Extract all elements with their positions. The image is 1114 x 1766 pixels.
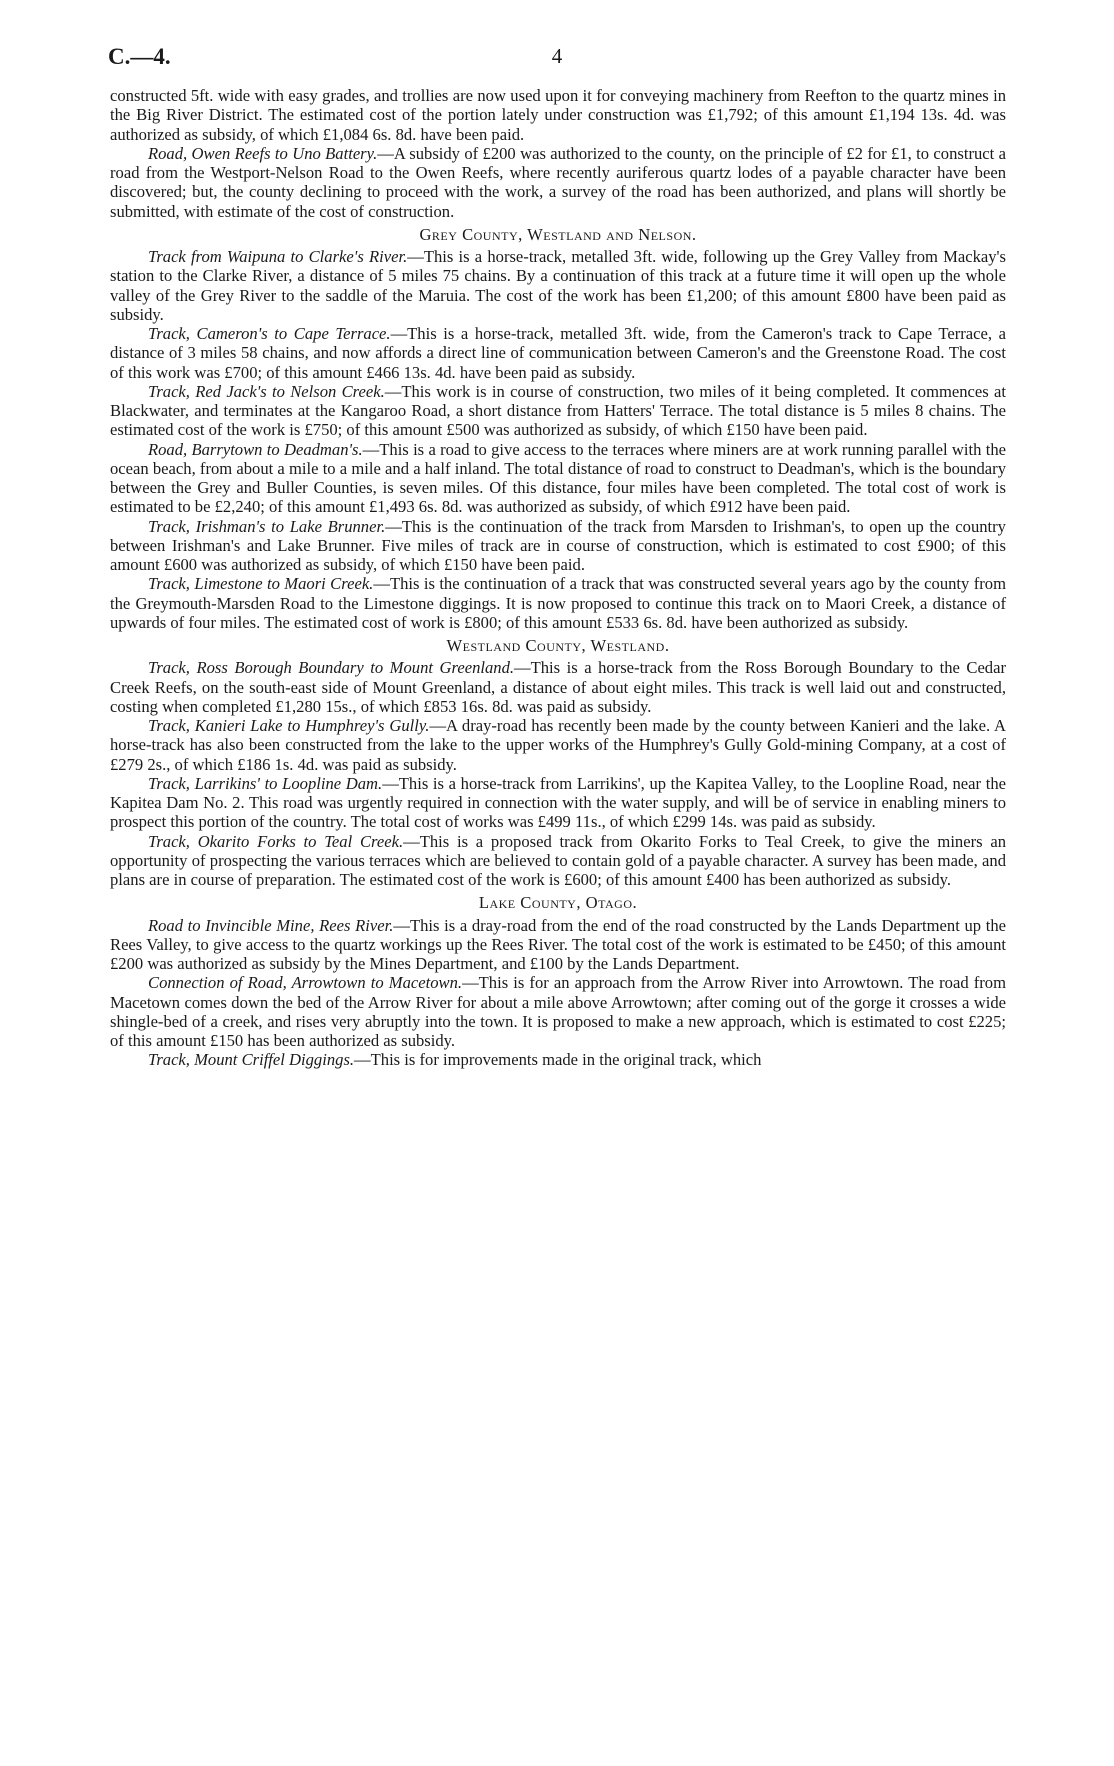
paragraph-text: constructed 5ft. wide with easy grades, and trollies are now used upon it for conveying machinery from Reefton to the quartz mines in the Big River District. The estimated cost of the portion lately under construction was £1,792; of this amount £1,194 13s. 4d. was authorized as subsidy, of which £1,084 6s. 8d. have been paid. — [110, 86, 1006, 144]
paragraph-title: Track, Larrikins' to Loopline Dam. — [148, 773, 383, 793]
paragraph-text: —This work is in course of construction, two miles of it being completed. It commences at Blackwater, and terminates at the Kangaroo Road, a short distance from Hatters' Terrace. The total distance is 5 miles 8 chains. The estimated cost of the work is £750; of this amount £500 was authorized as subsidy, of which £150 have been paid. — [110, 381, 1006, 440]
paragraph-title: Track, Ross Borough Boundary to Mount Greenland. — [148, 658, 515, 678]
paragraph-title: Connection of Road, Arrowtown to Macetown. — [148, 973, 463, 993]
paragraph-text: —This is a horse-track from the Ross Borough Boundary to the Cedar Creek Reefs, on the south-east side of Mount Greenland, a distance of about eight miles. This track is well laid out and constructed, costing when completed £1,280 15s., of which £853 16s. 8d. was paid as subsidy. — [110, 658, 1006, 716]
paragraph — [110, 916, 1006, 974]
paragraph-title: Track, Irishman's to Lake Brunner. — [148, 516, 386, 536]
paragraph-title: Track, Okarito Forks to Teal Creek. — [148, 831, 404, 851]
paragraph-text: —A subsidy of £200 was authorized to the county, on the principle of £2 for £1, to construct a road from the Westport-Nelson Road to the Owen Reefs, where recently auriferous quartz lodes of a payable character have been discovered; but, the county declining to proceed with the work, a survey of the road has been authorized, and plans will shortly be submitted, with estimate of the cost of construction. — [110, 143, 1006, 221]
paragraph-text: —A dray-road has recently been made by the county between Kanieri and the lake. A horse-track has also been constructed from the lake to the upper works of the Humphrey's Gully Gold-mining Company, at a cost of £279 2s., of which £186 1s. 4d. was paid as subsidy. — [110, 716, 1006, 774]
paragraph — [110, 574, 1006, 632]
section-heading: Lake County, Otago. — [478, 893, 638, 913]
paragraph — [110, 324, 1006, 382]
section-heading: Grey County, Westland and Nelson. — [419, 224, 697, 244]
paragraph-title: Track, Limestone to Maori Creek. — [148, 574, 374, 594]
document-code: C.—4. — [108, 44, 171, 69]
paragraph — [110, 144, 1006, 221]
paragraph-title: Track, Red Jack's to Nelson Creek. — [148, 381, 385, 401]
paragraph-title: Track from Waipuna to Clarke's River. — [148, 247, 408, 266]
paragraph-text: —This is the continuation of a track that was constructed several years ago by the county from the Greymouth-Marsden Road to the Limestone diggings. It is now proposed to continue this track on to Maori Creek, a distance of upwards of four miles. The estimated cost of work is £800; of this amount £533 6s. 8d. have been authorized as subsidy. — [110, 574, 1006, 632]
paragraph-text: —This is the continuation of the track from Marsden to Irishman's, to open up the country between Irishman's and Lake Brunner. Five miles of track are in course of construction, which is estimated to cost £900; of this amount £600 was authorized as subsidy, of which £150 have been paid. — [110, 516, 1006, 574]
paragraph — [110, 86, 1006, 144]
paragraph — [110, 973, 1006, 1050]
paragraph-title: Road, Barrytown to Deadman's. — [148, 439, 363, 459]
paragraph — [110, 382, 1006, 440]
page-number: 4 — [551, 44, 563, 68]
paragraph-text: —This is for an approach from the Arrow River into Arrowtown. The road from Macetown comes down the bed of the Arrow River for about a mile above Arrowtown; after coming out of the gorge it crosses a wide shingle-bed of a creek, and rises very abruptly into the town. It is proposed to make a new approach, which is estimated to cost £225; of this amount £150 has been authorized as subsidy. — [110, 973, 1006, 1050]
paragraph-text: —This is a horse-track, metalled 3ft. wide, following up the Grey Valley from Mackay's station to the Clarke River, a distance of 5 miles 75 chains. By a continuation of this track at a future time it will open up the whole valley of the Grey River to the saddle of the Maruia. The cost of the work has been £1,200; of this amount £800 have been paid as subsidy. — [110, 247, 1006, 324]
paragraph-title: Track, Cameron's to Cape Terrace. — [148, 324, 391, 343]
paragraph-title: Track, Mount Criffel Diggings. — [148, 1050, 355, 1070]
paragraph — [110, 658, 1006, 716]
section-heading: Westland County, Westland. — [446, 636, 670, 655]
paragraph-title: Road, Owen Reefs to Uno Battery. — [148, 143, 378, 163]
paragraph-text: —This is for improvements made in the original track, which — [354, 1050, 762, 1070]
paragraph — [110, 832, 1006, 890]
paragraph-text: —This is a road to give access to the terraces where miners are at work running parallel with the ocean beach, from about a mile to a mile and a half inland. The total distance of road to construct to Deadman's, which is the boundary between the Grey and Buller Counties, is seven miles. Of this distance, four miles have been completed. The total cost of work is estimated to be £2,240; of this amount £1,493 6s. 8d. was authorized as subsidy, of which £912 have been paid. — [110, 439, 1006, 517]
paragraph-text: —This is a horse-track, metalled 3ft. wide, from the Cameron's track to Cape Terrace, a distance of 3 miles 58 chains, and now affords a direct line of communication between Cameron's and the Greenstone Road. The cost of this work was £700; of this amount £466 13s. 4d. have been paid as subsidy. — [110, 324, 1006, 382]
paragraph — [110, 716, 1006, 774]
paragraph — [110, 247, 1006, 324]
paragraph-title: Road to Invincible Mine, Rees River. — [148, 915, 394, 935]
paragraph — [110, 1050, 1006, 1069]
paragraph-title: Track, Kanieri Lake to Humphrey's Gully. — [148, 716, 430, 735]
paragraph-text: —This is a horse-track from Larrikins', up the Kapitea Valley, to the Loopline Road, near the Kapitea Dam No. 2. This road was urgently required in connection with the water supply, and will be of service in enabling miners to prospect this portion of the country. The total cost of works was £499 11s., of which £299 14s. was paid as subsidy. — [110, 773, 1006, 832]
paragraph — [110, 440, 1006, 517]
paragraph — [110, 774, 1006, 832]
page-header — [108, 44, 1006, 74]
paragraph — [110, 517, 1006, 575]
paragraph-text: —This is a dray-road from the end of the road constructed by the Lands Department up the Rees Valley, to give access to the quartz workings up the Rees River. The total cost of the work is estimated to be £450; of this amount £200 was authorized as subsidy by the Mines Department, and £100 by the Lands Department. — [110, 915, 1006, 973]
paragraph-text: —This is a proposed track from Okarito Forks to Teal Creek, to give the miners an opportunity of prospecting the various terraces which are believed to contain gold of a payable character. A survey has been made, and plans are in course of preparation. The estimated cost of the work is £600; of this amount £400 has been authorized as subsidy. — [110, 831, 1006, 889]
document-body — [110, 86, 1006, 1070]
